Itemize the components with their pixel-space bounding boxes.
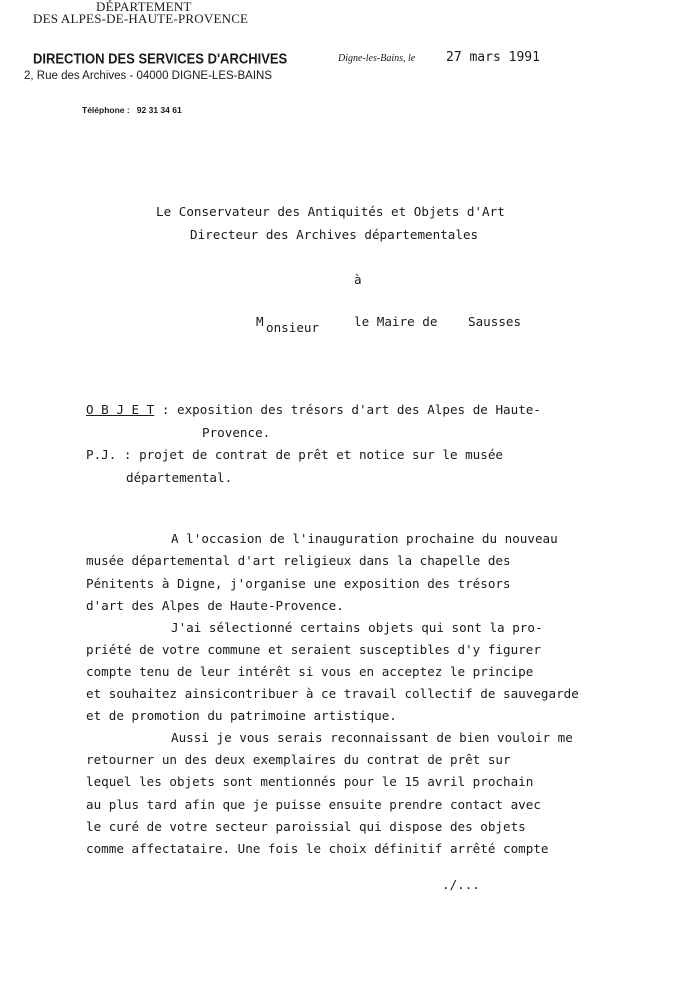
body-line-5: J'ai sélectionné certains objets qui sont la pro- xyxy=(171,620,543,635)
objet-text: : exposition des trésors d'art des Alpes de Haute- xyxy=(154,402,541,417)
telephone-number: 92 31 34 61 xyxy=(136,105,182,115)
recipient-initial: M xyxy=(256,314,264,329)
continuation-mark: ./... xyxy=(442,877,480,892)
body-line-6: priété de votre commune et seraient susceptibles d'y figurer xyxy=(86,642,541,657)
body-line-7: compte tenu de leur intérêt si vous en acceptez le principe xyxy=(86,664,534,679)
department-line-1: DÉPARTEMENT xyxy=(96,0,192,14)
telephone xyxy=(82,105,182,115)
body-line-3: Pénitents à Digne, j'organise une exposition des trésors xyxy=(86,576,511,591)
address: 2, Rue des Archives - 04000 DIGNE-LES-BAINS xyxy=(24,70,272,82)
body-line-9: et de promotion du patrimoine artistique. xyxy=(86,708,397,723)
body-line-10: Aussi je vous serais reconnaissant de bien vouloir me xyxy=(171,730,573,745)
pj-line-2: départemental. xyxy=(126,470,233,485)
body-line-11: retourner un des deux exemplaires du contrat de prêt sur xyxy=(86,752,511,767)
body-line-12: lequel les objets sont mentionnés pour le 15 avril prochain xyxy=(86,774,534,789)
body-line-1: A l'occasion de l'inauguration prochaine du nouveau xyxy=(171,531,558,546)
objet-label: O B J E T xyxy=(86,402,155,417)
sender-line-1: Le Conservateur des Antiquités et Objets d'Art xyxy=(156,204,505,219)
body-line-14: le curé de votre secteur paroissial qui dispose des objets xyxy=(86,819,526,834)
objet-line-2: Provence. xyxy=(202,425,271,440)
dateline-date: 27 mars 1991 xyxy=(446,50,540,65)
body-line-8: et souhaitez ainsicontribuer à ce travail collectif de sauvegarde xyxy=(86,686,579,701)
pj-line-1: P.J. : projet de contrat de prêt et notice sur le musée xyxy=(86,447,504,462)
department-line-2: DES ALPES-DE-HAUTE-PROVENCE xyxy=(33,11,249,26)
body-line-4: d'art des Alpes de Haute-Provence. xyxy=(86,598,344,613)
direction-title: DIRECTION DES SERVICES D'ARCHIVES xyxy=(33,50,288,67)
sender-line-2: Directeur des Archives départementales xyxy=(190,227,479,242)
body-line-13: au plus tard afin que je puisse ensuite prendre contact avec xyxy=(86,797,541,812)
body-line-2: musée départemental d'art religieux dans la chapelle des xyxy=(86,553,511,568)
to-word: à xyxy=(354,272,362,287)
recipient-rest: onsieur xyxy=(266,320,320,335)
body-line-15: comme affectataire. Une fois le choix définitif arrêté compte xyxy=(86,841,549,856)
recipient-title: le Maire de xyxy=(354,314,438,329)
telephone-label: Téléphone : xyxy=(82,105,130,115)
objet-line-1 xyxy=(86,402,541,417)
dateline-place: Digne-les-Bains, le xyxy=(338,53,416,64)
recipient-town: Sausses xyxy=(468,314,522,329)
